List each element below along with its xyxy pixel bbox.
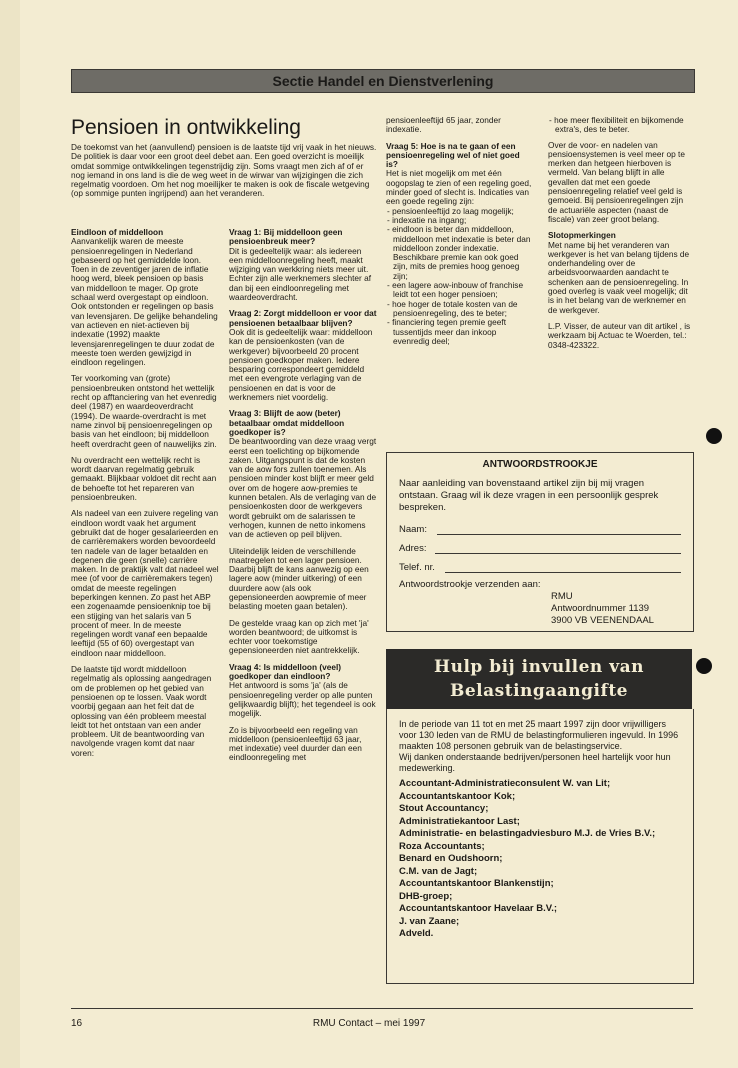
question-4-heading: Vraag 4: Is middelloon (veel) goedkoper dan eindloon?: [229, 661, 342, 682]
sponsor-list: [399, 778, 693, 941]
name-label: Naam:: [399, 524, 427, 535]
col4-paragraph: Over de voor- en nadelen van pensioensystemen is veel meer op te merken dan hetgeen hierboven is vermeld. Van belang blijft in alle gevallen dat met een goede pensioenregeling relatief veel geld is gemoeid. Bij pensioenregelingen zijn de actuariële aspecten (naast de fiscale) van zeer groot belang.: [548, 139, 685, 224]
section-header: Sectie Handel en Dienstverlening: [71, 69, 695, 93]
list-item: Benard en Oudshoorn;: [399, 853, 503, 864]
list-item: - financiering tegen premie geeft tussentijds meer dan inkoop evenredig deel;: [393, 318, 532, 346]
help-title-line-1: Hulp bij invullen van: [434, 657, 644, 677]
address-field[interactable]: [399, 543, 681, 554]
help-thanks: Wij danken onderstaande bedrijven/personen heel hartelijk voor hun medewerking.: [399, 752, 671, 773]
column-1: [71, 228, 219, 765]
question-2-heading: Vraag 2: Zorgt middelloon er voor dat pensioenen betaalbaar blijven?: [229, 308, 377, 328]
list-item: DHB-groep;: [399, 890, 453, 902]
author-note: L.P. Visser, de auteur van dit artikel , is werkzaam bij Actuac te Woerden, tel.: 0348-423322.: [548, 320, 691, 350]
question-5-body: Het is niet mogelijk om met één oogopslag te zien of een regeling goed, minder goed of slecht is. Indicaties van een goede regeling zijn:: [386, 168, 532, 207]
question-5-heading: Vraag 5: Hoe is na te gaan of een pensioenregeling wel of niet goed is?: [386, 140, 520, 170]
address-line: [435, 553, 681, 554]
publication-footer: RMU Contact – mei 1997: [312, 1018, 426, 1029]
question-1-heading: Vraag 1: Bij middelloon geen pensioenbreuk meer?: [229, 227, 343, 247]
question-3-body: De gestelde vraag kan op zich met 'ja' worden beantwoord; de uitkomst is echter voor toekomstige gepensioneerden niet aantrekkelijk.: [229, 617, 369, 656]
scan-edge: [0, 0, 20, 1068]
list-item: J. van Zaane;: [399, 915, 460, 927]
question-4-body: Het antwoord is soms 'ja' (als de pensioenregeling verder op alle punten gelijkwaardig blijft); het tegendeel is ook mogelijk.: [229, 680, 376, 719]
col1-paragraph: Als nadeel van een zuivere regeling van eindloon wordt vaak het argument gebruikt dat de hoger gesalarieerden en de carrièremakers worden bevoordeeld ten nadele van de lager betaalden en degenen die geen (snelle) carrière maken. In de praktijk valt dat nadeel wel mee (of voor de carrièremakers tegen) omdat de meeste regelingen beperkingen kennen. Zo past het ABP een zogenaamde pensioenknip toe bij een stijging van het salaris van 5 procent of meer. In de meeste regelingen wordt vanaf een bepaalde leeftijd (55 of 60) overgestapt van eindloon naar middelloon.: [71, 508, 219, 658]
help-banner: [386, 649, 692, 709]
list-item: Accountantskantoor Havelaar B.V.;: [399, 903, 558, 914]
col1-paragraph: Ter voorkoming van (grote) pensioenbreuken ontstond het wettelijk recht op afftanciering van het evenredig deel (1987) en waardeoverdracht (1994). De waarde-overdracht is met name zinvol bij pensioenregelingen op basis van het eindloon; bij middelloon heeft overdracht geen of nauwelijks zin.: [71, 373, 217, 449]
col1-paragraph: Nu overdracht een wettelijk recht is wordt daarvan regelmatig gebruik gemaakt. Blijkbaar voldoet dit recht aan de behoefte tot het repareren van pensioenbreuken.: [71, 454, 217, 503]
col1-paragraph: Aanvankelijk waren de meeste pensioenregelingen in Nederland gebaseerd op het gemiddelde loon. Toen in de zeventiger jaren de inflatie hoog werd, bleek pensioen op basis van middelloon te mager. Op grote schaal werd overgestapt op eindloon. Ook ontstonden er regelingen op basis van levensjaren. De gelijke behandeling van actieven en niet-actieven bij indexatie (1992) maakte levensjarenregelingen te duur zodat de meeste toen werden gewijzigd in eindloon regelingen.: [71, 236, 218, 368]
column-4: [548, 116, 692, 357]
footer-divider: [71, 1008, 693, 1009]
punch-hole: [696, 658, 712, 674]
help-box: [386, 709, 694, 984]
article-title: Pensioen in ontwikkeling: [71, 116, 301, 139]
help-intro: In de periode van 11 tot en met 25 maart 1997 zijn door vrijwilligers voor 130 leden van de RMU de belastingformulieren ingevuld. In 1996 maakten 108 personen gebruik van de belastingservice.: [399, 719, 679, 751]
punch-hole: [706, 428, 722, 444]
name-field[interactable]: [399, 524, 681, 535]
page-number: 16: [71, 1018, 83, 1029]
question-3-body: Uiteindelijk leiden de verschillende maatregelen tot een lager pensioen. Daarbij blijft de kans aanwezig op een lagere aow (minder uitkering) of een duurdere aow (als ook gepensioneerden aowpremie of meer belasting moeten gaan betalen).: [229, 545, 369, 612]
list-item: C.M. van de Jagt;: [399, 865, 478, 877]
send-label: Antwoordstrookje verzenden aan:: [399, 579, 541, 590]
form-title: ANTWOORDSTROOKJE: [482, 459, 598, 470]
address-label: Adres:: [399, 543, 427, 554]
list-item: - hoe meer flexibiliteit en bijkomende extra's, des te beter.: [555, 116, 692, 135]
list-item: Accountantskantoor Blankenstijn;: [399, 878, 554, 889]
list-item: - pensioenleeftijd zo laag mogelijk;: [393, 207, 532, 216]
list-item: Stout Accountancy;: [399, 803, 489, 814]
reply-form: [386, 452, 694, 632]
list-item: Administratie- en belastingadviesburo M.J. de Vries B.V.;: [399, 828, 656, 839]
phone-line: [445, 572, 681, 573]
list-item: Accountant-Administratieconsulent W. van Lit;: [399, 778, 611, 789]
article-intro: De toekomst van het (aanvullend) pensioen is de laatste tijd vrij vaak in het nieuws. De politiek is daar voor een groot deel debet aan. Een goed overzicht is moeilijk omdat sommige ontwikkelingen tegenstrijdig zijn. Soms vraagt men zich af of er nog iemand in ons land is die de weg weet in de wirwar van wijzigingen die zich regelmatig voordoen. Om het nog moeilijker te maken is ook de fiscale wetgeving (op sommige punten ingrijpend) aan het veranderen.: [71, 142, 377, 199]
help-title-line-2: Belastingaangifte: [449, 681, 628, 701]
list-item: - indexatie na ingang;: [393, 216, 532, 225]
question-1-body: Dit is gedeeltelijk waar: als iedereen een middelloonregeling heeft, maakt wijziging van werkkring niets meer uit. Echter zijn alle werknemers slechter af dan bij een eindloonregeling met waardeoverdracht.: [229, 245, 372, 303]
address-line-3: 3900 VB VEENENDAAL: [551, 615, 654, 626]
list-item: Administratiekantoor Last;: [399, 815, 520, 827]
list-item: - een lagere aow-inbouw of franchise leidt tot een hoger pensioen;: [393, 281, 532, 300]
form-intro: Naar aanleiding van bovenstaand artikel zijn bij mij vragen ontstaan. Graag wil ik deze vragen in een persoonlijk gesprek bespreken.: [399, 478, 659, 513]
heading-eindloon: Eindloon of middelloon: [71, 227, 164, 237]
indication-list: [386, 207, 532, 346]
list-item: - hoe hoger de totale kosten van de pensioenregeling, des te beter;: [393, 300, 532, 319]
flexibility-list: [548, 116, 692, 135]
question-4-body: Zo is bijvoorbeeld een regeling van middelloon (pensioenleeftijd 63 jaar, met indexatie) veel duurder dan een eindloonregeling met: [229, 724, 362, 763]
list-item: Accountantskantoor Kok;: [399, 790, 516, 802]
address-line-1: RMU: [551, 591, 573, 602]
heading-slotopmerkingen: Slotopmerkingen: [548, 230, 616, 241]
list-item: - eindloon is beter dan middelloon, middelloon met indexatie is beter dan middelloon zonder indexatie. Beschikbare premie kan ook goed zijn, mits de premies hoog genoeg zijn;: [393, 225, 532, 281]
list-item: Adveld.: [399, 928, 434, 939]
address-line-2: Antwoordnummer 1139: [551, 603, 650, 614]
question-3-body: De beantwoording van deze vraag vergt eerst een toelichting op bijkomende zaken. Uitgangspunt is dat de kosten van de aow fors zullen toenemen. Als pensioen minder kost blijft er meer geld over om de hogere aow-premies te kunnen betalen. Als de verlaging van de pensioenkosten door de werkgevers wordt gebruikt om de salarissen te verhogen, kunnen de netto inkomens van de actieven op peil blijven.: [229, 436, 377, 540]
phone-field[interactable]: [399, 562, 681, 573]
col4-paragraph: Met name bij het veranderen van werkgever is het van belang tijdens de onderhandeling over de arbeidsvoorwaarden aandacht te schenken aan de pensioenregeling. In goed overleg is vaak veel mogelijk; dit is in het belang van de werknemer en de werkgever.: [548, 239, 690, 315]
question-2-body: Ook dit is gedeeltelijk waar: middelloon kan de pensioenkosten (van de werkgever) bijvoorbeeld 20 procent pensioen goedkoper maken. Iedere besparing correspondeert gemiddeld met een evengrote verlaging van de pensioenen en dat is voor de werknemers niet voordelig.: [229, 326, 373, 403]
phone-label: Telef. nr.: [399, 562, 435, 573]
col1-paragraph: De laatste tijd wordt middelloon regelmatig als oplossing aangedragen om de problemen op het gebied van pensioenen op te lossen. Vaak wordt voorbij gegaan aan het feit dat de oplossing van één probleem meestal leidt tot het ontstaan van een ander probleem. Uit de beantwoording van navolgende vragen komt dat naar voren:: [71, 664, 212, 758]
list-item: Roza Accountants;: [399, 840, 485, 852]
name-line: [437, 534, 681, 535]
question-3-heading: Vraag 3: Blijft de aow (beter) betaalbaar omdat middelloon goedkoper is?: [229, 408, 345, 437]
column-2: [229, 228, 377, 770]
col3-continuation: pensioenleeftijd 65 jaar, zonder indexatie.: [386, 115, 501, 135]
column-3: [386, 116, 532, 352]
